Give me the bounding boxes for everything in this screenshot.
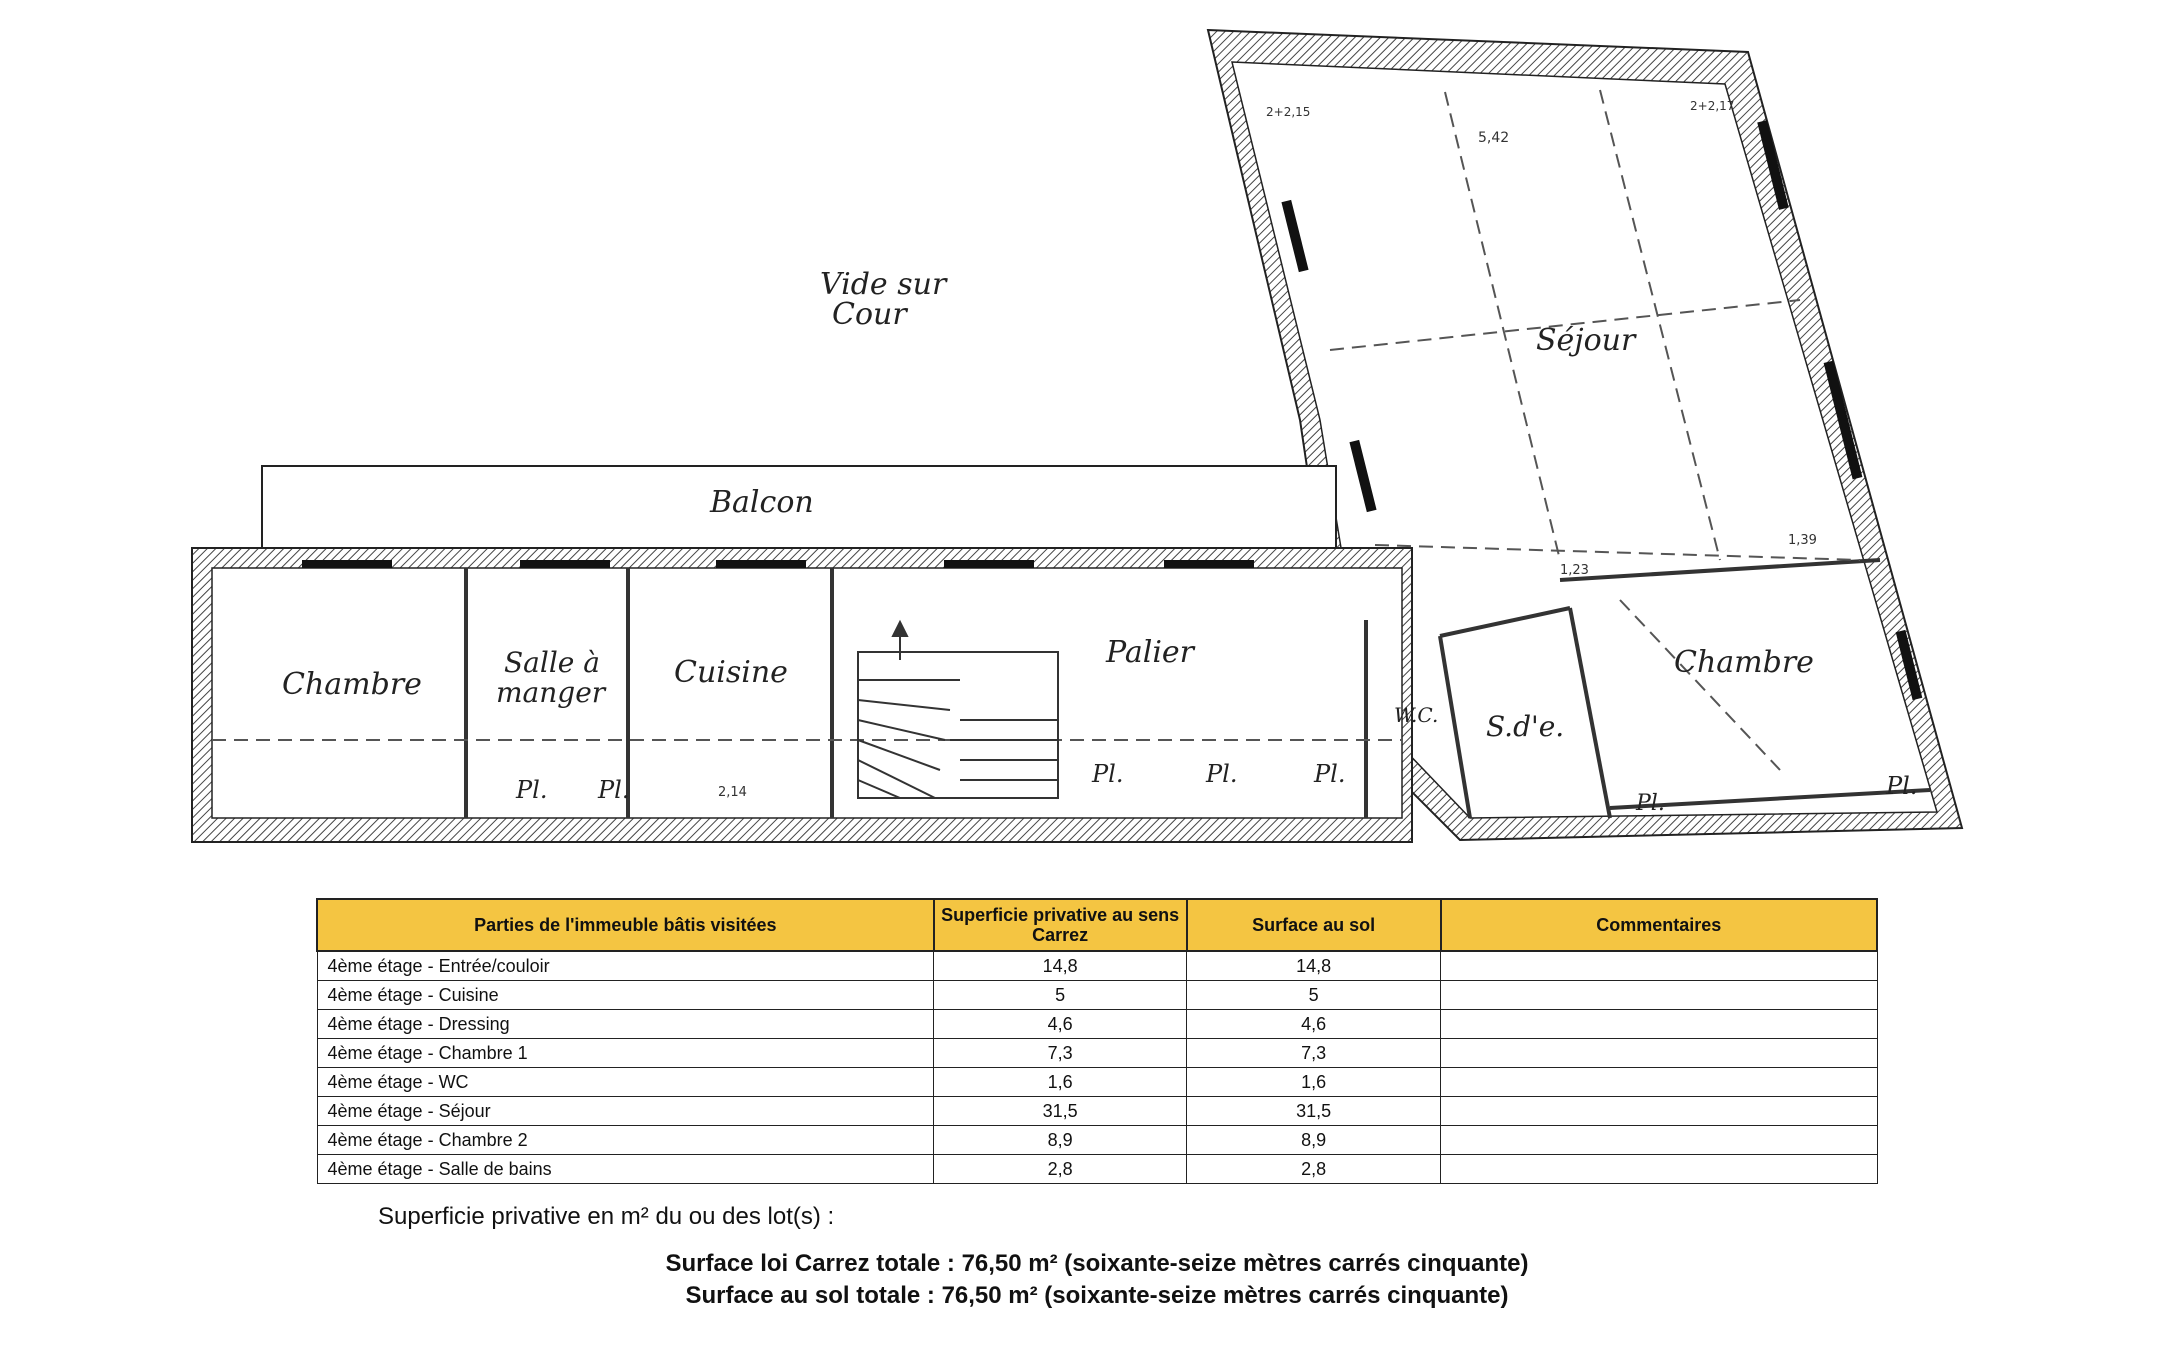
dimension-label: 2,14 <box>718 785 747 800</box>
table-row <box>317 951 1877 981</box>
cell-partie: 4ème étage - Cuisine <box>317 981 934 1010</box>
placard-label: Pl. <box>1206 760 1238 788</box>
cell-carrez: 5 <box>934 981 1187 1010</box>
cell-sol: 1,6 <box>1187 1068 1441 1097</box>
placard-label: Pl. <box>1092 760 1124 788</box>
col-header-commentaires: Commentaires <box>1441 899 1877 951</box>
dimension-label: 1,23 <box>1560 563 1589 578</box>
cell-carrez: 2,8 <box>934 1155 1187 1184</box>
col-header-carrez: Superficie privative au sens Carrez <box>934 899 1187 951</box>
placard-label: Pl. <box>516 776 548 804</box>
placard-label: Pl. <box>598 776 630 804</box>
room-chambre-right: Chambre <box>1674 645 1814 680</box>
cell-sol: 8,9 <box>1187 1126 1441 1155</box>
room-cuisine: Cuisine <box>674 655 788 690</box>
summary-totals <box>316 1248 1878 1312</box>
room-salle-line1: Salle à <box>504 646 600 679</box>
cell-sol: 5 <box>1187 981 1441 1010</box>
cell-sol: 4,6 <box>1187 1010 1441 1039</box>
table-row <box>317 1068 1877 1097</box>
cell-carrez: 31,5 <box>934 1097 1187 1126</box>
cell-sol: 31,5 <box>1187 1097 1441 1126</box>
table-row <box>317 981 1877 1010</box>
cell-commentaire <box>1441 981 1877 1010</box>
cell-commentaire <box>1441 1039 1877 1068</box>
plan-title-line1: Vide sur <box>820 267 947 302</box>
cell-carrez: 7,3 <box>934 1039 1187 1068</box>
cell-partie: 4ème étage - WC <box>317 1068 934 1097</box>
dimension-label: 2+2,17 <box>1690 99 1735 113</box>
cell-sol: 7,3 <box>1187 1039 1441 1068</box>
placard-label: Pl. <box>1886 772 1918 800</box>
cell-partie: 4ème étage - Chambre 2 <box>317 1126 934 1155</box>
room-sde: S.d'e. <box>1486 710 1565 743</box>
room-salle-line2: manger <box>496 676 606 709</box>
cell-carrez: 14,8 <box>934 951 1187 981</box>
cell-partie: 4ème étage - Chambre 1 <box>317 1039 934 1068</box>
cell-commentaire <box>1441 1010 1877 1039</box>
cell-commentaire <box>1441 1097 1877 1126</box>
cell-carrez: 1,6 <box>934 1068 1187 1097</box>
dimension-label: 1,39 <box>1788 533 1817 548</box>
cell-carrez: 4,6 <box>934 1010 1187 1039</box>
area-table <box>316 898 1878 1184</box>
total-sol: Surface au sol totale : 76,50 m² (soixante-seize mètres carrés cinquante) <box>685 1282 1509 1309</box>
cell-commentaire <box>1441 1126 1877 1155</box>
room-balcon: Balcon <box>710 485 814 520</box>
cell-commentaire <box>1441 1155 1877 1184</box>
dimension-label: 5,42 <box>1478 130 1510 146</box>
cell-partie: 4ème étage - Salle de bains <box>317 1155 934 1184</box>
table-row <box>317 1010 1877 1039</box>
cell-partie: 4ème étage - Entrée/couloir <box>317 951 934 981</box>
room-palier: Palier <box>1106 635 1195 670</box>
total-carrez: Surface loi Carrez totale : 76,50 m² (soixante-seize mètres carrés cinquante) <box>665 1250 1529 1277</box>
table-row <box>317 1155 1877 1184</box>
room-chambre-left: Chambre <box>282 667 422 702</box>
summary-caption: Superficie privative en m² du ou des lot(s) : <box>378 1203 835 1230</box>
table-row <box>317 1097 1877 1126</box>
cell-sol: 2,8 <box>1187 1155 1441 1184</box>
col-header-sol: Surface au sol <box>1187 899 1441 951</box>
cell-commentaire <box>1441 951 1877 981</box>
dimension-label: 2+2,15 <box>1266 105 1311 119</box>
table-header-row <box>317 899 1877 951</box>
table-row <box>317 1039 1877 1068</box>
table-row <box>317 1126 1877 1155</box>
room-sejour: Séjour <box>1536 323 1636 358</box>
cell-carrez: 8,9 <box>934 1126 1187 1155</box>
room-wc: W.C. <box>1394 703 1439 727</box>
cell-commentaire <box>1441 1068 1877 1097</box>
placard-label: Pl. <box>1636 791 1665 816</box>
plan-title-line2: Cour <box>832 297 907 332</box>
cell-sol: 14,8 <box>1187 951 1441 981</box>
cell-partie: 4ème étage - Dressing <box>317 1010 934 1039</box>
col-header-parties: Parties de l'immeuble bâtis visitées <box>317 899 934 951</box>
placard-label: Pl. <box>1314 760 1346 788</box>
cell-partie: 4ème étage - Séjour <box>317 1097 934 1126</box>
